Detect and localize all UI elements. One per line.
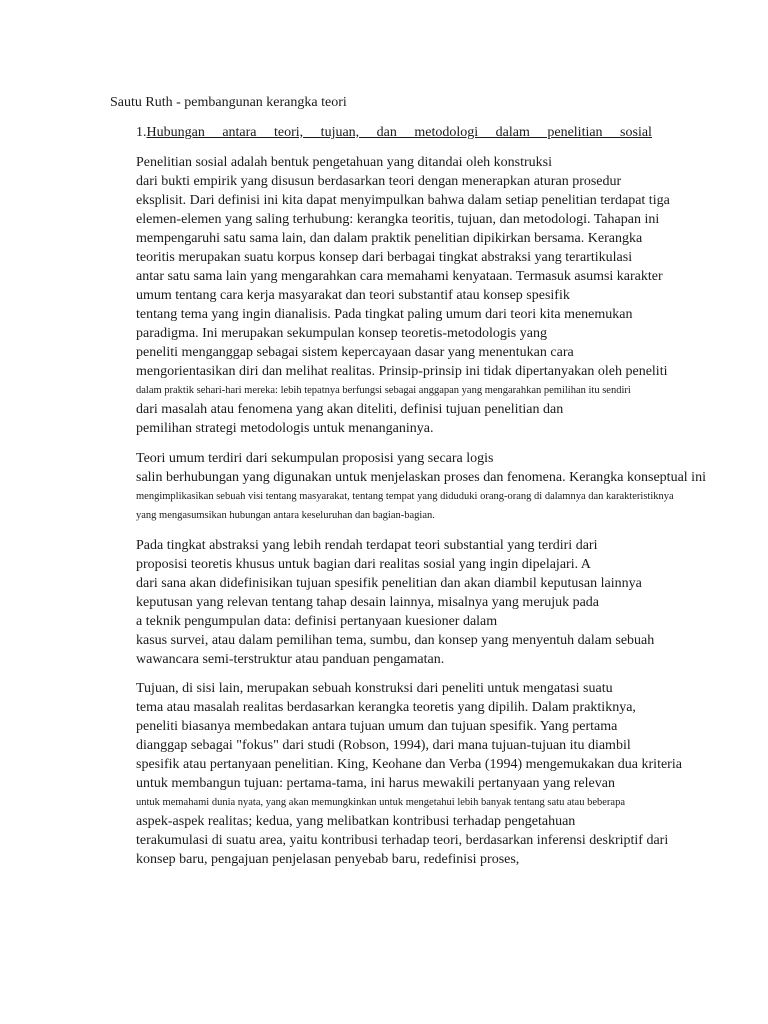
paragraph-line: salin berhubungan yang digunakan untuk menjelaskan proses dan fenomena. Kerangka konseptual ini [136,470,706,485]
paragraph-line: dari sana akan didefinisikan tujuan spesifik penelitian dan akan diambil keputusan lainnya [136,576,642,591]
paragraph-line: a teknik pengumpulan data: definisi pertanyaan kuesioner dalam [136,614,498,629]
paragraph-line: terakumulasi di suatu area, yaitu kontribusi terhadap teori, berdasarkan inferensi deskriptif dari [136,833,669,848]
paragraph-line: antar satu sama lain yang mengarahkan cara memahami kenyataan. Termasuk asumsi karakter [136,269,663,284]
paragraph-line: dari masalah atau fenomena yang akan diteliti, definisi tujuan penelitian dan [136,402,564,417]
paragraph-line: untuk memahami dunia nyata, yang akan memungkinkan untuk mengetahui lebih banyak tentang satu atau beberapa [136,797,625,808]
paragraph-line: Tujuan, di sisi lain, merupakan sebuah konstruksi dari peneliti untuk mengatasi suatu [136,681,613,696]
paragraph-line: mengimplikasikan sebuah visi tentang masyarakat, tentang tempat yang diduduki orang-orang di dalamnya dan karakteristiknya [136,491,674,502]
paragraph-line: wawancara semi-terstruktur atau panduan pengamatan. [136,652,445,667]
paragraph-line: yang mengasumsikan hubungan antara keseluruhan dan bagian-bagian. [136,510,435,521]
paragraph-line: tema atau masalah realitas berdasarkan kerangka teoretis yang dipilih. Dalam praktiknya, [136,700,636,715]
paragraph-line: peneliti biasanya membedakan antara tujuan umum dan tujuan spesifik. Yang pertama [136,719,618,734]
paragraph-line: tentang tema yang ingin dianalisis. Pada tingkat paling umum dari teori kita menemukan [136,307,633,322]
paragraph-line: Pada tingkat abstraksi yang lebih rendah terdapat teori substantial yang terdiri dari [136,538,598,553]
paragraph-line: dari bukti empirik yang disusun berdasarkan teori dengan menerapkan aturan prosedur [136,174,622,189]
paragraph-line: peneliti menganggap sebagai sistem kepercayaan dasar yang menentukan cara [136,345,574,360]
section-number: 1. [136,125,147,140]
paragraph [136,153,670,438]
paragraph-line: pemilihan strategi metodologis untuk menanganinya. [136,421,434,436]
section-heading-text: Hubungan antara teori, tujuan, dan metodologi dalam penelitian sosial [146,125,652,140]
document-title: Sautu Ruth - pembangunan kerangka teori [110,95,347,110]
paragraph-line: dianggap sebagai "fokus" dari studi (Robson, 1994), dari mana tujuan-tujuan itu diambil [136,738,631,753]
paragraph [136,449,706,525]
paragraph-line: kasus survei, atau dalam pemilihan tema, sumbu, dan konsep yang menyentuh dalam sebuah [136,633,655,648]
paragraph-line: aspek-aspek realitas; kedua, yang melibatkan kontribusi terhadap pengetahuan [136,814,576,829]
paragraph-line: paradigma. Ini merupakan sekumpulan konsep teoretis-metodologis yang [136,326,547,341]
paragraph-line: untuk membangun tujuan: pertama-tama, ini harus mewakili pertanyaan yang relevan [136,776,615,791]
paragraph-line: spesifik atau pertanyaan penelitian. King, Keohane dan Verba (1994) mengemukakan dua kriteria [136,757,682,772]
paragraph [136,536,654,669]
paragraph-line: dalam praktik sehari-hari mereka: lebih tepatnya berfungsi sebagai anggapan yang mengarahkan pemilihan itu sendiri [136,385,631,396]
paragraph-line: mengorientasikan diri dan melihat realitas. Prinsip-prinsip ini tidak dipertanyakan oleh peneliti [136,364,668,379]
paragraph-line: Penelitian sosial adalah bentuk pengetahuan yang ditandai oleh konstruksi [136,155,553,170]
paragraph [136,679,682,869]
paragraph-line: umum tentang cara kerja masyarakat dan teori substantif atau konsep spesifik [136,288,570,303]
paragraph-line: teoritis merupakan suatu korpus konsep dari berbagai tingkat abstraksi yang terartikulasi [136,250,633,265]
paragraph-line: konsep baru, pengajuan penjelasan penyebab baru, redefinisi proses, [136,852,520,867]
paragraph-line: keputusan yang relevan tentang tahap desain lainnya, misalnya yang merujuk pada [136,595,600,610]
section-heading [136,124,652,142]
paragraph-line: Teori umum terdiri dari sekumpulan proposisi yang secara logis [136,451,494,466]
paragraph-line: elemen-elemen yang saling terhubung: kerangka teoritis, tujuan, dan metodologi. Tahapan ini [136,212,660,227]
paragraph-line: proposisi teoretis khusus untuk bagian dari realitas sosial yang ingin dipelajari. A [136,557,591,572]
paragraph-line: eksplisit. Dari definisi ini kita dapat menyimpulkan bahwa dalam setiap penelitian terdapat tiga [136,193,670,208]
paragraph-line: mempengaruhi satu sama lain, dan dalam praktik penelitian dipikirkan bersama. Kerangka [136,231,643,246]
